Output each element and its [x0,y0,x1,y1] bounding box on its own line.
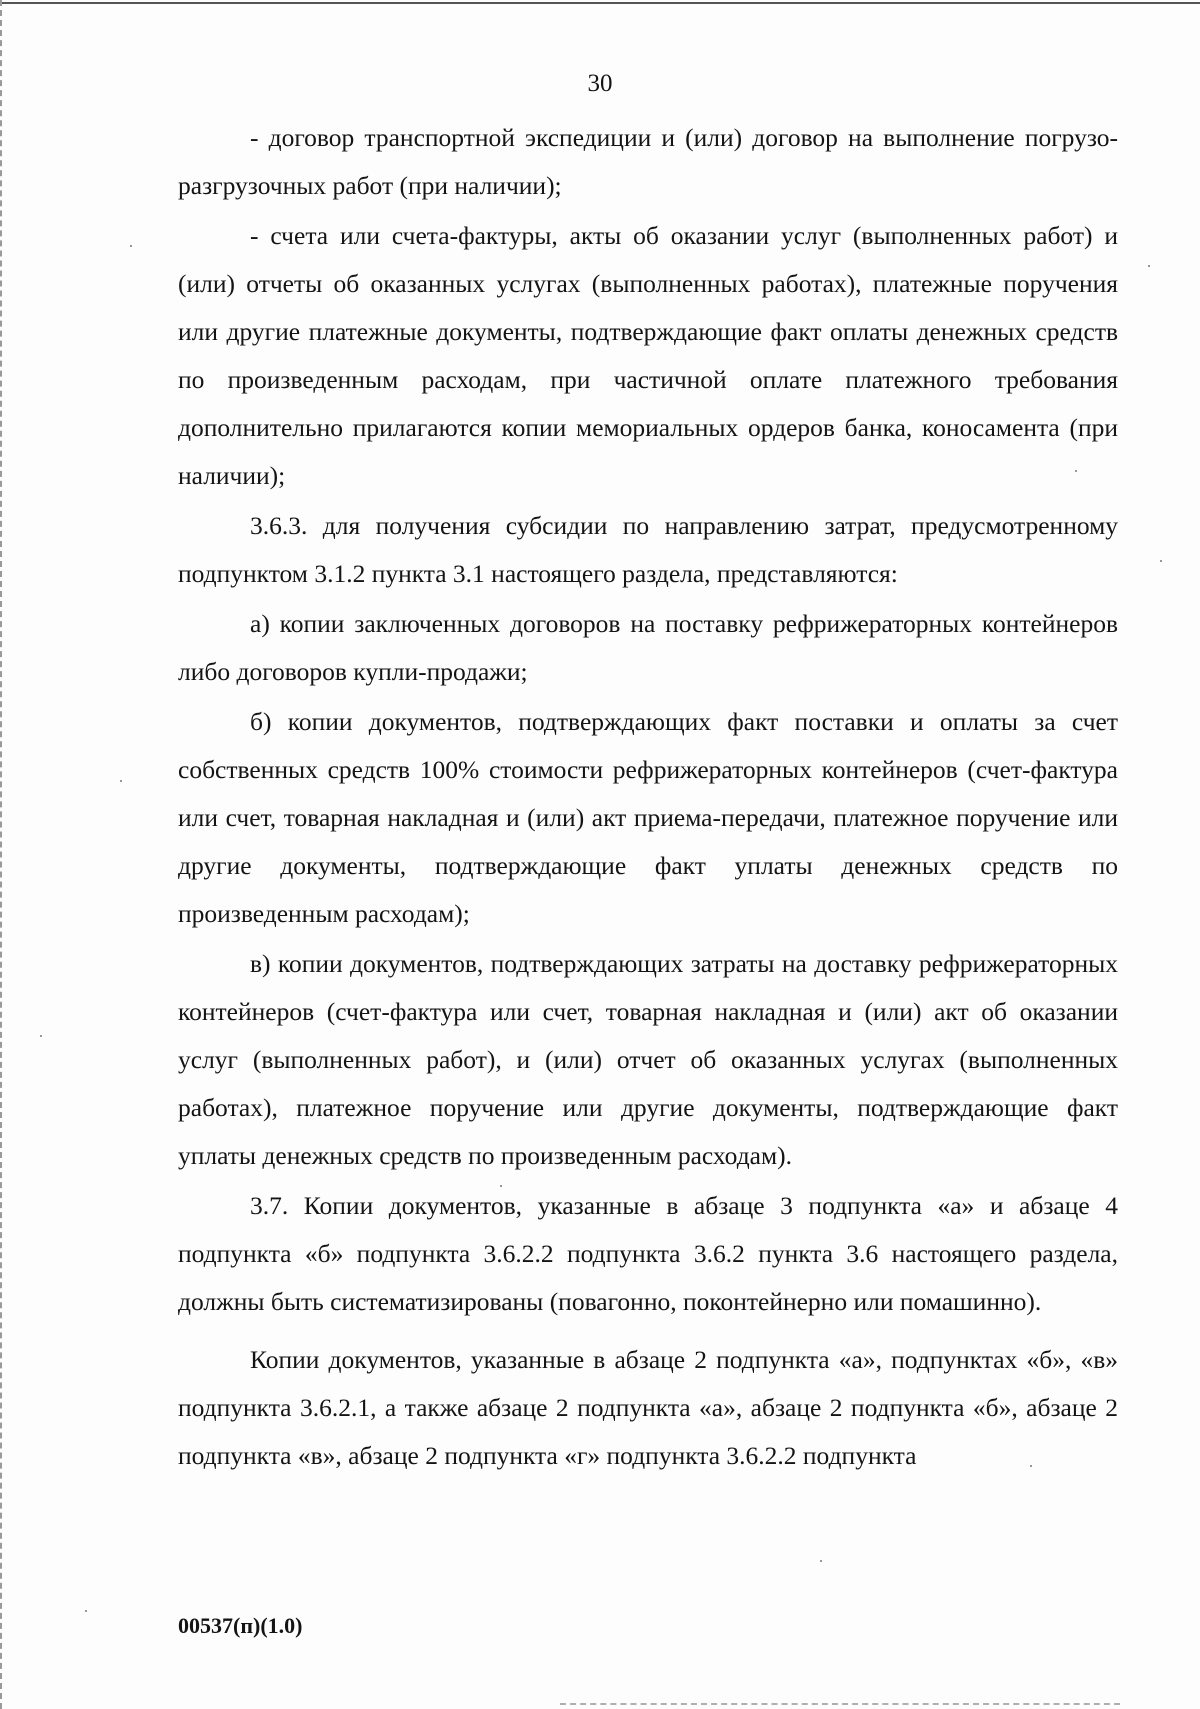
scan-speck [1075,470,1077,472]
paragraph-3-7: 3.7. Копии документов, указанные в абзаце 3 подпункта «а» и абзаце 4 подпункта «б» подпункта 3.6.2.2 подпункта 3.6.2 пункта 3.6 настоящего раздела, должны быть систематизированы (повагонно, поконтейнерно или помашинно). [178,1191,1118,1316]
scan-speck [500,1185,502,1187]
scan-speck [120,780,122,782]
scan-top-edge [0,2,1200,4]
document-body [178,114,1118,1480]
scan-speck [1030,1465,1032,1467]
scan-speck [130,245,132,247]
paragraph-item-b: б) копии документов, подтверждающих факт поставки и оплаты за счет собственных средств 100% стоимости рефрижераторных контейнеров (счет-фактура или счет, товарная накладная и (или) акт приема-передачи, платежное поручение или другие документы, подтверждающие факт уплаты денежных средств по произведенным расходам); [178,707,1118,928]
scan-speck [1160,560,1162,562]
paragraph-3-6-3: 3.6.3. для получения субсидии по направлению затрат, предусмотренному подпунктом 3.1.2 пункта 3.1 настоящего раздела, представляются: [178,511,1118,588]
paragraph-item-v: в) копии документов, подтверждающих затраты на доставку рефрижераторных контейнеров (счет-фактура или счет, товарная накладная и (или) акт об оказании услуг (выполненных работ), и (или) отчет об оказанных услугах (выполненных работах), платежное поручение или другие документы, подтверждающие факт уплаты денежных средств по произведенным расходам). [178,949,1118,1170]
scan-speck [85,1610,87,1612]
scan-bottom-edge [560,1703,1120,1707]
paragraph-copies: Копии документов, указанные в абзаце 2 подпункта «а», подпунктах «б», «в» подпункта 3.6.2.1, а также абзаце 2 подпункта «а», абзаце 2 подпункта «б», абзаце 2 подпункта «в», абзаце 2 подпункта «г» подпункта 3.6.2.2 подпункта [178,1345,1118,1470]
paragraph-transport-contract: - договор транспортной экспедиции и (или) договор на выполнение погрузо-разгрузочных работ (при наличии); [178,123,1118,200]
paragraph-item-a: а) копии заключенных договоров на поставку рефрижераторных контейнеров либо договоров купли-продажи; [178,609,1118,686]
document-footer-code: 00537(п)(1.0) [178,1613,303,1638]
scan-speck [820,1560,822,1562]
scan-speck [1148,265,1150,267]
page-number: 30 [587,70,613,97]
scan-speck [40,1035,42,1037]
scan-left-edge [0,0,5,1709]
paragraph-invoices: - счета или счета-фактуры, акты об оказании услуг (выполненных работ) и (или) отчеты об оказанных услугах (выполненных работах), платежные поручения или другие платежные документы, подтверждающие факт оплаты денежных средств по произведенным расходам, при частичной оплате платежного требования дополнительно прилагаются копии мемориальных ордеров банка, коносамента (при наличии); [178,221,1118,490]
